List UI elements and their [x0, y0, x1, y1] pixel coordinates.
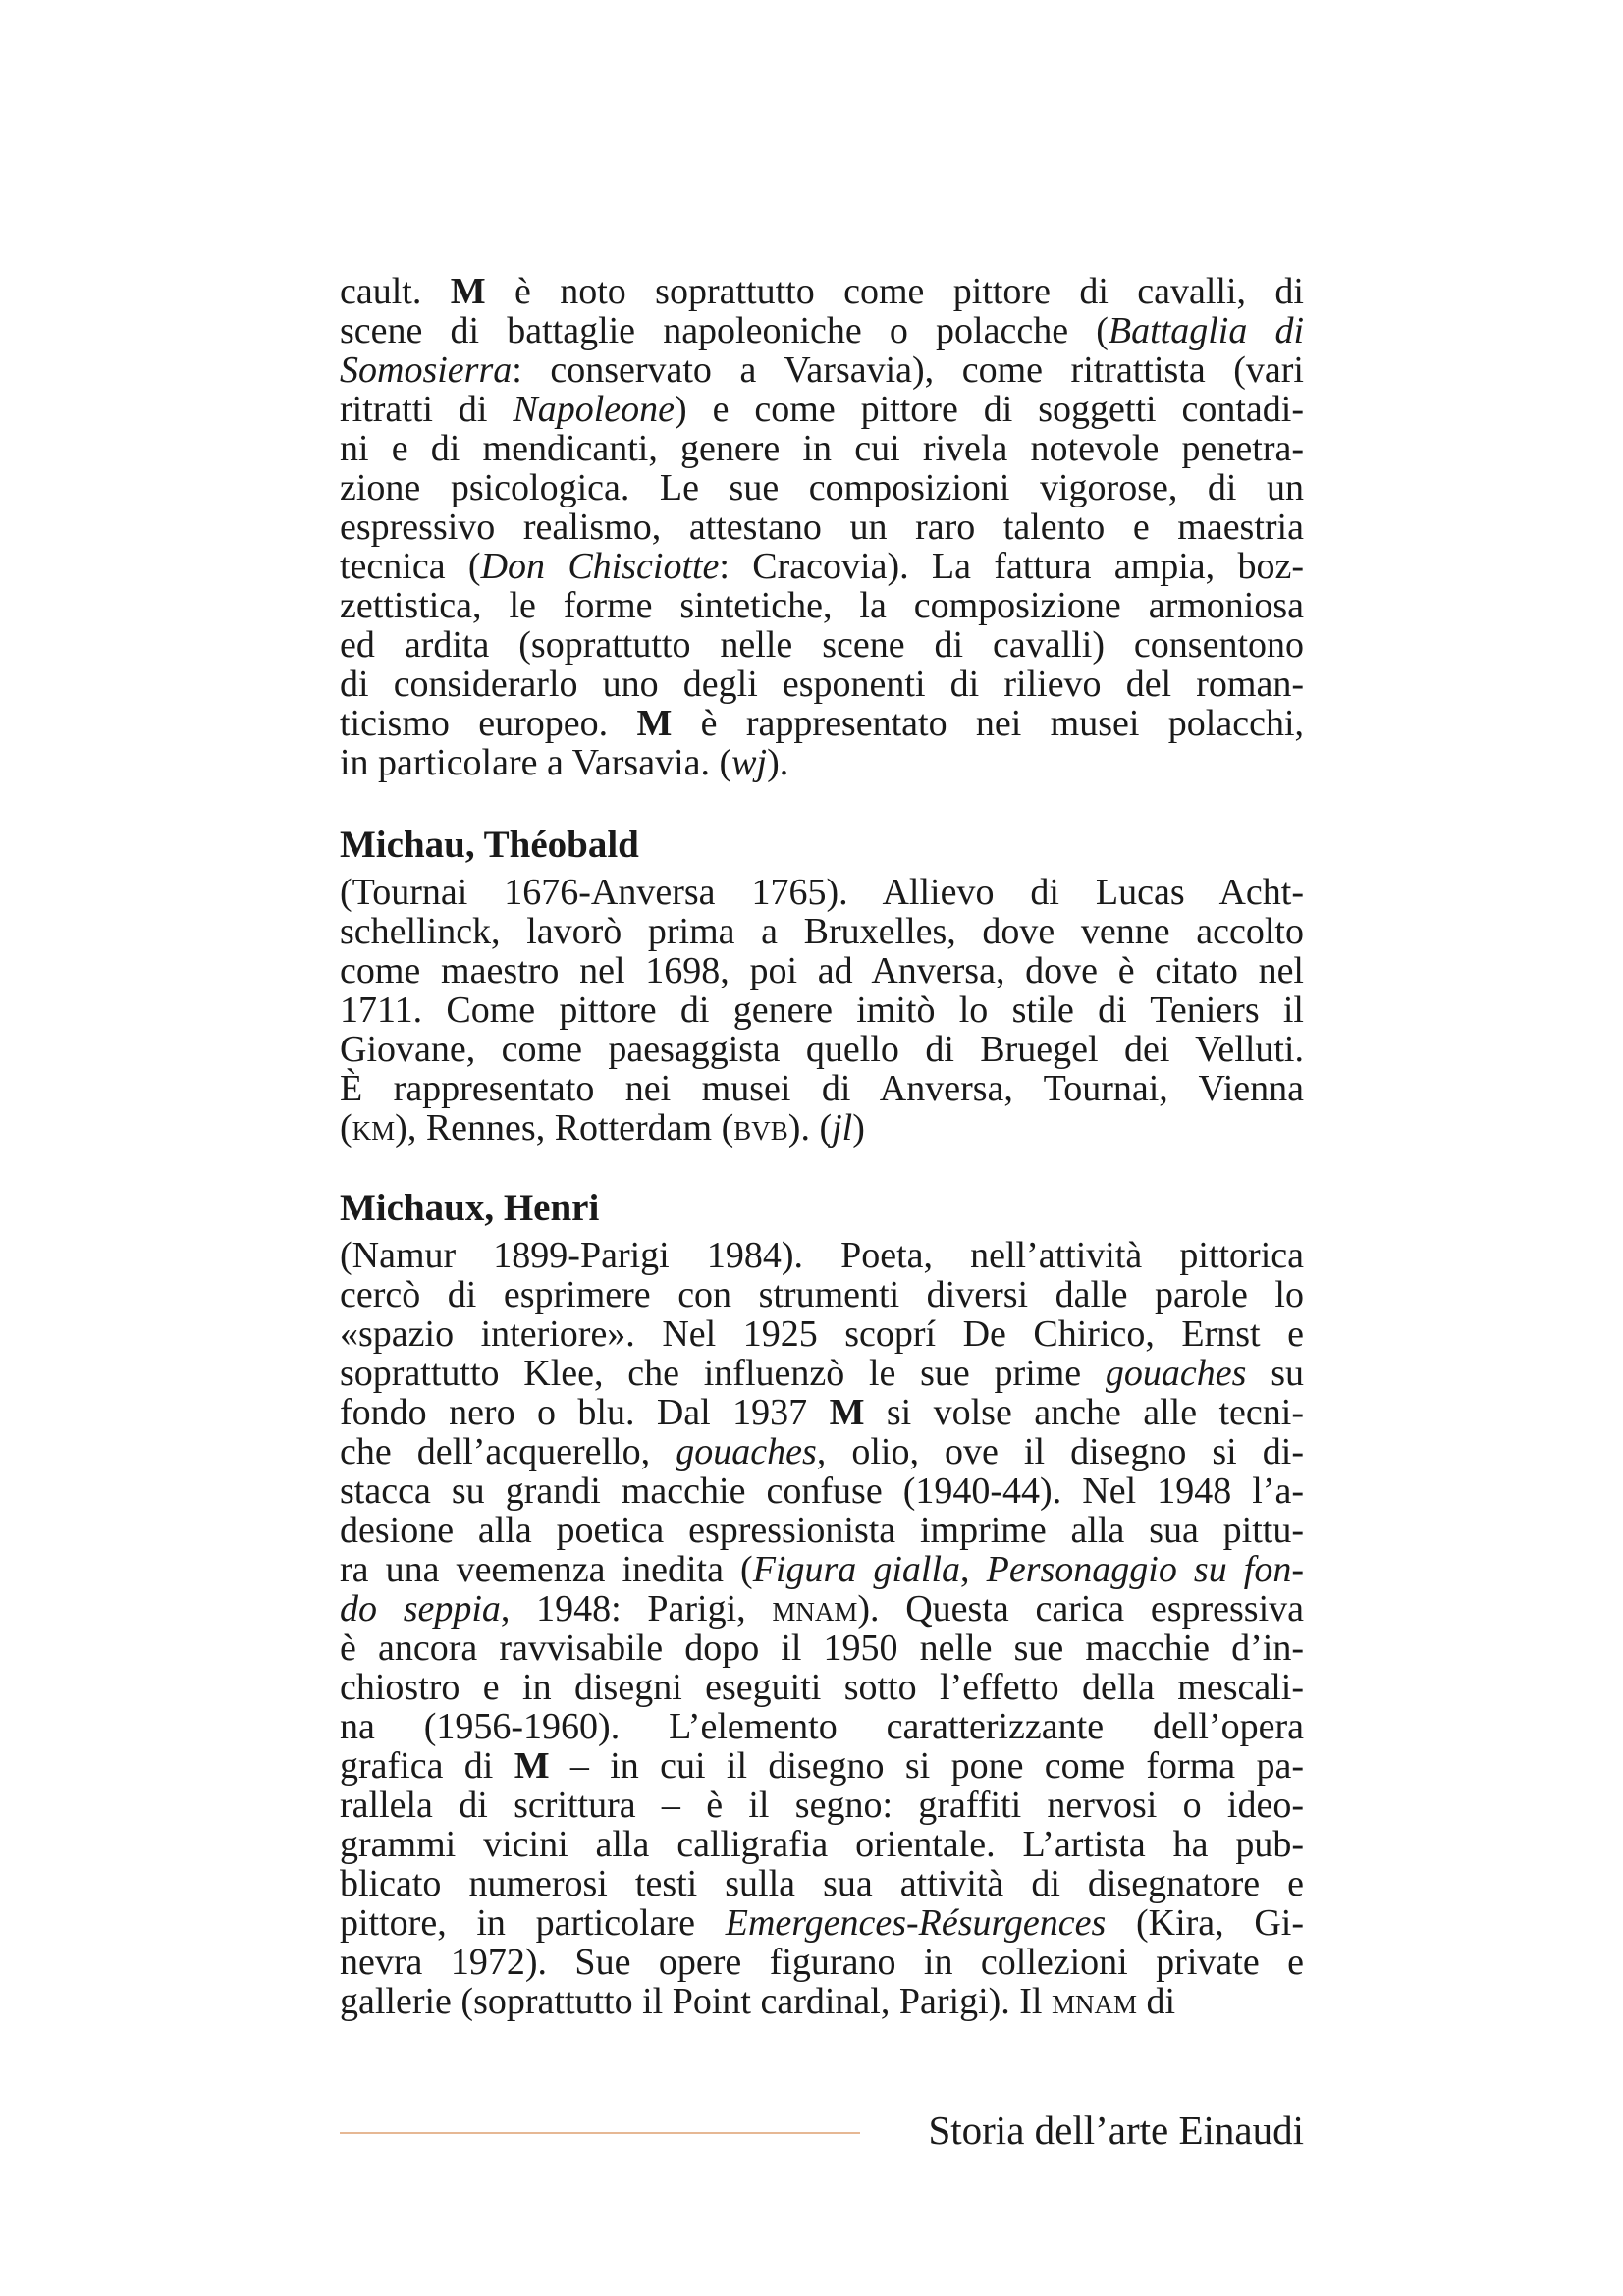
entry-continued-line: ed ardita (soprattutto nelle scene di cavalli) consentono — [340, 624, 1304, 666]
entry-body-line: 1711. Come pittore di genere imitò lo stile di Teniers il — [340, 989, 1304, 1031]
entry-body-line: grammi vicini alla calligrafia orientale. L’artista ha pub- — [340, 1824, 1304, 1865]
entry-continued-line: Somosierra: conservato a Varsavia), come ritrattista (vari — [340, 349, 1304, 391]
entry-continued-line: tecnica (Don Chisciotte: Cracovia). La fattura ampia, boz- — [340, 546, 1304, 587]
entry-michaux — [340, 1189, 1304, 2021]
entry-continued — [340, 272, 1304, 782]
entry-continued-line: ticismo europeo. M è rappresentato nei musei polacchi, — [340, 703, 1305, 744]
entry-body-line: rallela di scrittura – è il segno: graffiti nervosi o ideo- — [340, 1785, 1304, 1826]
entry-continued-line: espressivo realismo, attestano un raro talento e maestria — [340, 507, 1304, 548]
entry-body-line: desione alla poetica espressionista imprime alla sua pittu- — [340, 1510, 1304, 1551]
entry-body-line: (Tournai 1676-Anversa 1765). Allievo di Lucas Acht- — [340, 872, 1304, 913]
entry-body-michau — [340, 873, 1304, 1148]
entry-continued-line: ni e di mendicanti, genere in cui rivela notevole penetra- — [340, 428, 1304, 469]
entry-body-line: (Namur 1899-Parigi 1984). Poeta, nell’attività pittorica — [340, 1235, 1304, 1276]
entry-body-line: È rappresentato nei musei di Anversa, Tournai, Vienna — [340, 1068, 1304, 1109]
entry-heading-michaux: Michaux, Henri — [340, 1187, 600, 1229]
entry-continued-line: zettistica, le forme sintetiche, la composizione armoniosa — [340, 585, 1304, 626]
entry-continued-line: cault. M è noto soprattutto come pittore di cavalli, di — [340, 271, 1304, 312]
entry-body-line: pittore, in particolare Emergences-Résurgences (Kira, Gi- — [340, 1902, 1304, 1944]
entry-continued-line: in particolare a Varsavia. (wj). — [340, 742, 789, 783]
entry-body-line: soprattutto Klee, che influenzò le sue prime gouaches su — [340, 1353, 1304, 1394]
entry-body-line: ra una veemenza inedita (Figura gialla, Personaggio su fon- — [340, 1549, 1304, 1590]
entry-continued-line: zione psicologica. Le sue composizioni vigorose, di un — [340, 467, 1304, 508]
entry-body-line: è ancora ravvisabile dopo il 1950 nelle sue macchie d’in- — [340, 1628, 1304, 1669]
entry-body-line: fondo nero o blu. Dal 1937 M si volse anche alle tecni- — [340, 1392, 1304, 1433]
entry-body-line: do seppia, 1948: Parigi, mnam). Questa carica espressiva — [340, 1588, 1305, 1629]
entry-body-line: nevra 1972). Sue opere figurano in collezioni private e — [340, 1942, 1304, 1983]
entry-michau — [340, 826, 1304, 1148]
footer-title: Storia dell’arte Einaudi — [928, 2108, 1304, 2153]
entry-body-line: na (1956-1960). L’elemento caratterizzante dell’opera — [340, 1706, 1304, 1747]
entry-body-michaux — [340, 1236, 1304, 2021]
entry-continued-line: ritratti di Napoleone) e come pittore di soggetti contadi- — [340, 389, 1304, 430]
entry-heading-michau: Michau, Théobald — [340, 824, 639, 866]
entry-continued-line: scene di battaglie napoleoniche o polacche (Battaglia di — [340, 310, 1305, 351]
entry-body-line: grafica di M – in cui il disegno si pone come forma pa- — [340, 1745, 1304, 1787]
entry-body-line: come maestro nel 1698, poi ad Anversa, dove è citato nel — [340, 950, 1304, 991]
entry-body-line: gallerie (soprattutto il Point cardinal, Parigi). Il mnam di — [340, 1981, 1176, 2022]
entry-body-line: Giovane, come paesaggista quello di Bruegel dei Velluti. — [340, 1029, 1304, 1070]
entry-body-line: (km), Rennes, Rotterdam (bvb). (jl) — [340, 1107, 865, 1148]
entry-continued-line: di considerarlo uno degli esponenti di rilievo del roman- — [340, 664, 1304, 705]
entry-body-line: stacca su grandi macchie confuse (1940-44). Nel 1948 l’a- — [340, 1470, 1304, 1512]
entry-body-line: «spazio interiore». Nel 1925 scoprí De Chirico, Ernst e — [340, 1313, 1304, 1355]
entry-body-line: cercò di esprimere con strumenti diversi dalle parole lo — [340, 1274, 1304, 1315]
entry-body-line: schellinck, lavorò prima a Bruxelles, dove venne accolto — [340, 911, 1304, 952]
footer-rule — [340, 2132, 860, 2134]
entry-body-line: chiostro e in disegni eseguiti sotto l’effetto della mescali- — [340, 1667, 1304, 1708]
text-column — [340, 272, 1304, 2021]
entry-body-line: blicato numerosi testi sulla sua attività di disegnatore e — [340, 1863, 1304, 1904]
entry-body-line: che dell’acquerello, gouaches, olio, ove il disegno si di- — [340, 1431, 1304, 1472]
